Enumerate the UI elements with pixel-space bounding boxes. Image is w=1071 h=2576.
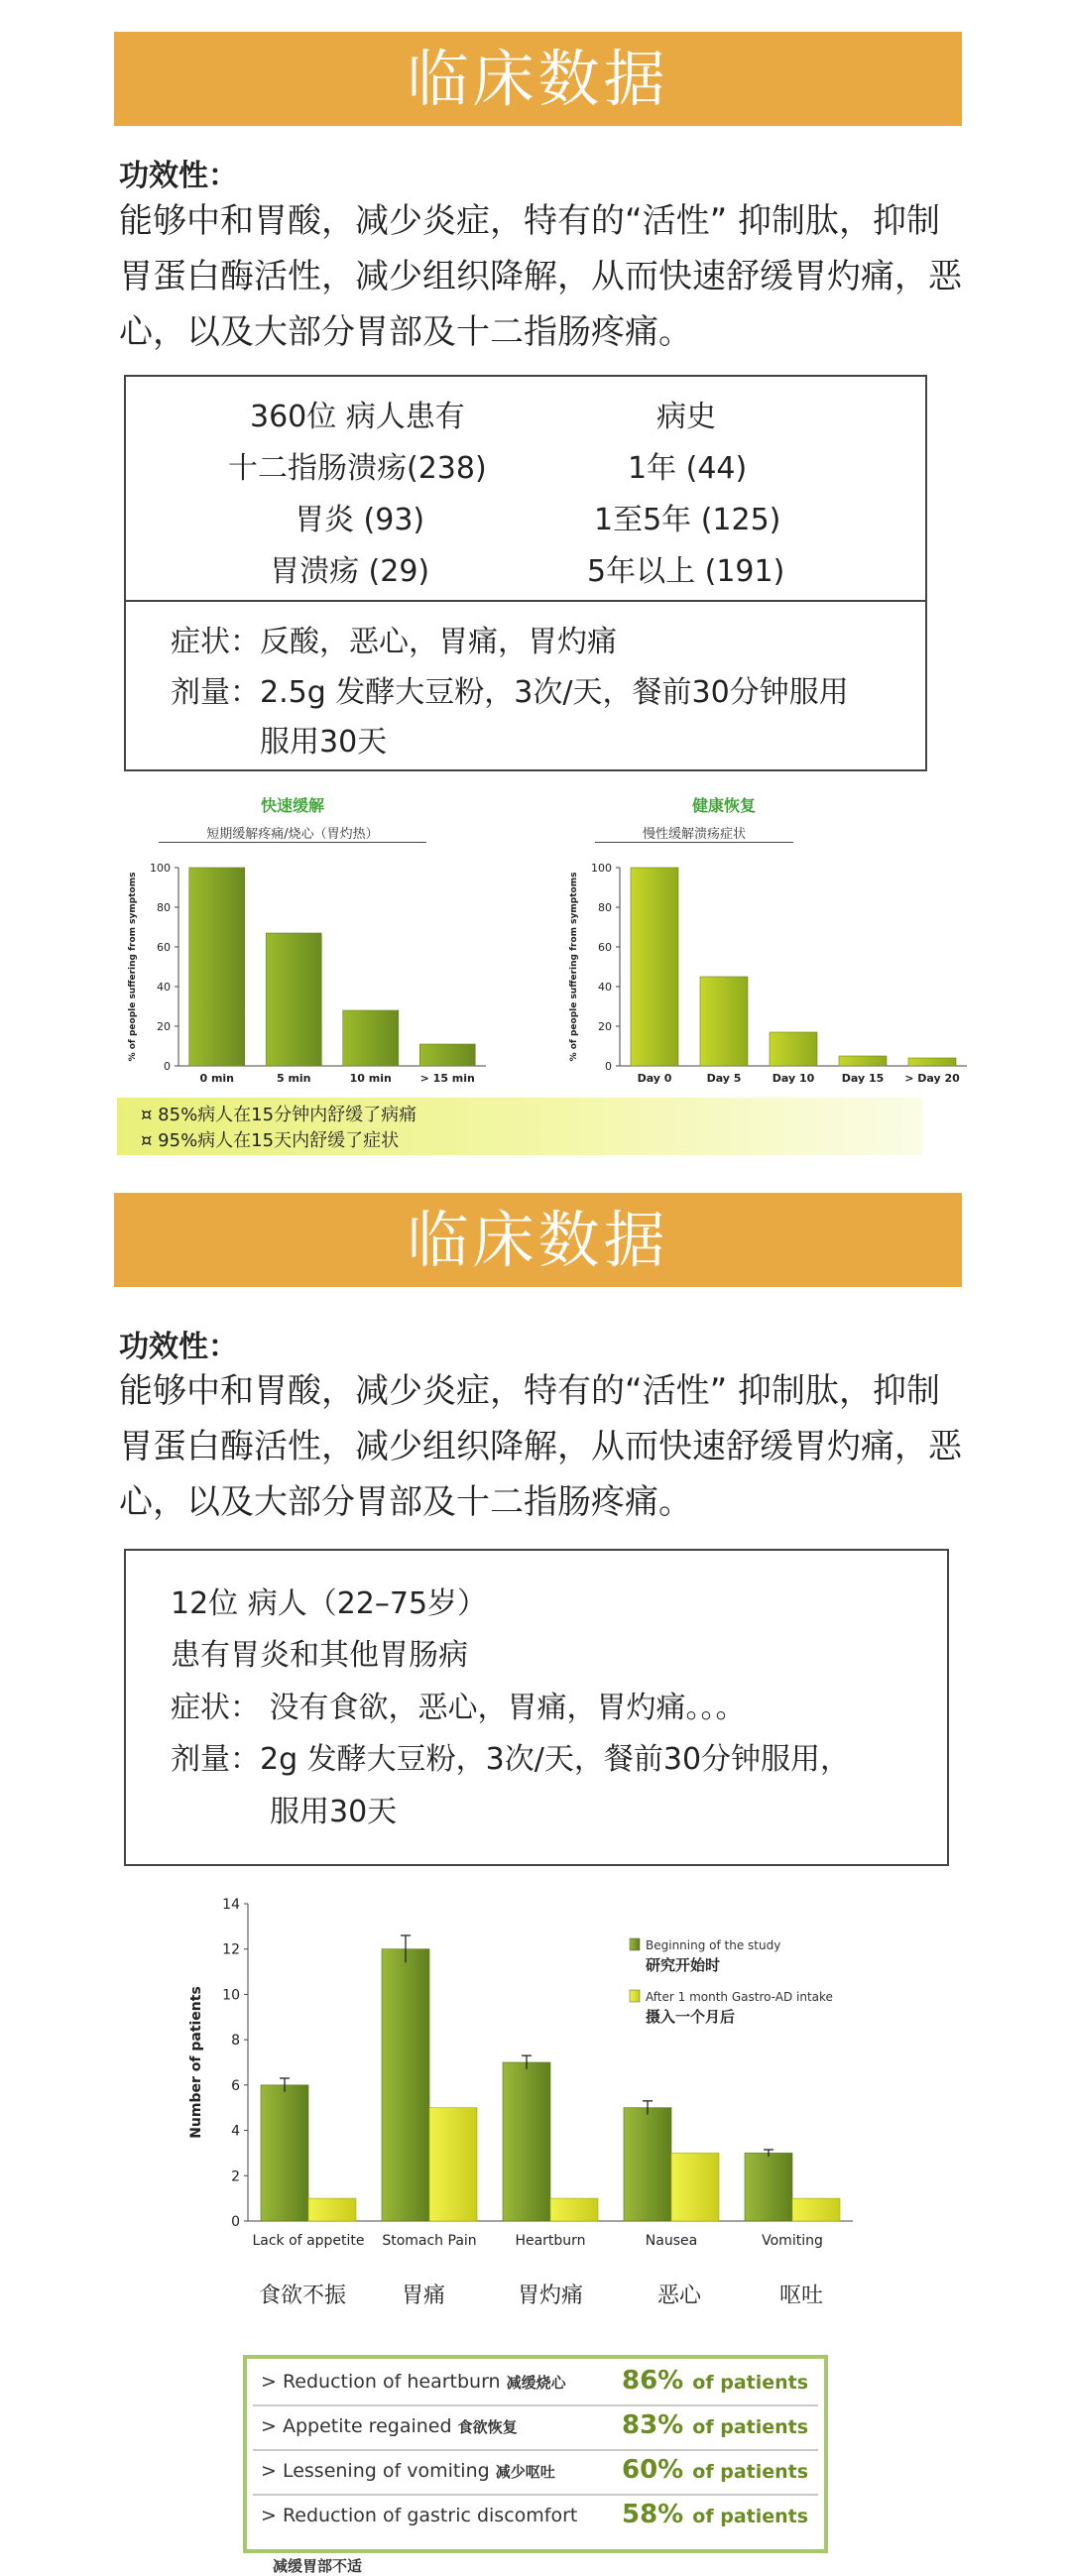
section2-heading: 功效性： — [119, 1330, 238, 1364]
results-percent: 60% of patients — [622, 2455, 809, 2485]
chart3-grouped-bar-chart — [178, 1884, 892, 2251]
y-tick-label: 6 — [231, 2077, 240, 2094]
section1-paragraph: 能够中和胃酸，减少炎症，特有的“活性” 抑制肽，抑制胃蛋白酶活性，减少组织降解，从而快速舒缓胃灼痛，恶心，以及大部分胃部及十二指肠疼痛。 — [119, 201, 962, 352]
results-footer: 减缓胃部不适 — [273, 2557, 363, 2575]
chart1-subtitle: 短期缓解疼痛/烧心（胃灼热） — [159, 823, 426, 843]
table-symptoms: 症状：反酸，恶心，胃痛，胃灼痛 — [171, 625, 617, 659]
x-tick-label: Day 15 — [841, 1072, 885, 1085]
chart1-title: 快速缓解 — [260, 796, 324, 815]
bar — [770, 1032, 817, 1066]
study-line: 患有胃炎和其他胃肠病 — [171, 1638, 468, 1673]
results-label: > Reduction of heartburn 减缓烧心 — [261, 2371, 566, 2393]
bar-after — [792, 2198, 840, 2221]
x-tick-label: 0 min — [199, 1072, 235, 1085]
category-cn-label: 胃灼痛 — [517, 2283, 583, 2308]
bar — [631, 868, 678, 1066]
y-axis-label: Number of patients — [188, 1986, 204, 2139]
chart1-bar-chart — [109, 843, 496, 1101]
table-cell: 十二指肠溃疡(238) — [228, 451, 487, 486]
y-tick-label: 40 — [157, 981, 171, 994]
chart2-subtitle: 慢性缓解溃疡症状 — [595, 823, 793, 843]
y-tick-label: 60 — [598, 941, 612, 954]
bar — [419, 1044, 475, 1066]
results-percent: 83% of patients — [622, 2410, 809, 2440]
y-tick-label: 0 — [164, 1060, 171, 1073]
bar-after — [308, 2198, 356, 2221]
y-tick-label: 100 — [150, 862, 171, 875]
study-line: 服用30天 — [270, 1795, 398, 1829]
study-line: 12位 病人（22–75岁） — [171, 1586, 488, 1621]
bar — [908, 1058, 956, 1066]
legend-label: After 1 month Gastro-AD intake — [646, 1990, 833, 2004]
legend-label: Beginning of the study — [646, 1938, 781, 1952]
bar-beginning — [624, 2108, 671, 2221]
category-cn-label: 食欲不振 — [258, 2283, 346, 2308]
section2-paragraph: 能够中和胃酸，减少炎症，特有的“活性” 抑制肽，抑制胃蛋白酶活性，减少组织降解，从而快速舒缓胃灼痛，恶心，以及大部分胃部及十二指肠疼痛。 — [119, 1371, 962, 1522]
results-label: > Reduction of gastric discomfort — [261, 2505, 578, 2526]
x-tick-label: Lack of appetite — [252, 2233, 365, 2249]
category-cn-label: 恶心 — [656, 2283, 701, 2308]
y-tick-label: 60 — [157, 941, 171, 954]
results-label: > Appetite regained 食欲恢复 — [261, 2415, 518, 2437]
y-tick-label: 20 — [157, 1020, 171, 1033]
bar-beginning — [382, 1949, 429, 2221]
patient-history-table — [124, 375, 927, 771]
table-divider — [126, 600, 925, 602]
x-tick-label: 5 min — [276, 1072, 311, 1085]
y-tick-label: 14 — [222, 1897, 240, 1913]
y-axis-label: % of people suffering from symptoms — [569, 872, 579, 1062]
y-tick-label: 0 — [231, 2214, 240, 2230]
results-percent: 58% of patients — [622, 2500, 809, 2529]
y-axis-label: % of people suffering from symptoms — [128, 872, 138, 1062]
x-tick-label: Day 5 — [706, 1072, 742, 1085]
section2-banner: 临床数据 — [114, 1193, 962, 1287]
results-row — [253, 2452, 818, 2496]
x-tick-label: Nausea — [645, 2233, 698, 2249]
study-line: 剂量：2g 发酵大豆粉，3次/天，餐前30分钟服用， — [171, 1742, 851, 1777]
results-percent: 86% of patients — [622, 2366, 809, 2396]
study-line: 症状： 没有食欲，恶心，胃痛，胃灼痛。。。 — [171, 1691, 746, 1725]
bar-after — [671, 2153, 719, 2221]
results-row — [253, 2363, 818, 2406]
bar-after — [429, 2108, 477, 2221]
y-tick-label: 20 — [598, 1020, 612, 1033]
y-tick-label: 0 — [605, 1060, 612, 1073]
legend-swatch — [630, 1990, 640, 2002]
y-tick-label: 12 — [222, 1941, 240, 1958]
x-tick-label: Stomach Pain — [382, 2233, 477, 2249]
bar — [700, 977, 748, 1066]
chart2-title: 健康恢复 — [691, 796, 756, 815]
y-tick-label: 40 — [598, 981, 612, 994]
table-cell: 5年以上 (191) — [587, 554, 785, 589]
bar-beginning — [503, 2062, 550, 2221]
bar-after — [550, 2198, 598, 2221]
category-cn-label: 胃痛 — [401, 2283, 445, 2308]
table-col1-header: 360位 病人患有 — [250, 400, 465, 434]
y-tick-label: 80 — [157, 901, 171, 914]
section1-banner: 临床数据 — [114, 32, 962, 126]
bar — [839, 1056, 887, 1066]
y-tick-label: 10 — [222, 1987, 240, 2004]
table-col2-header: 病史 — [656, 400, 716, 434]
legend-swatch — [630, 1938, 640, 1950]
table-cell: 1至5年 (125) — [594, 503, 781, 537]
x-tick-label: 10 min — [349, 1072, 392, 1085]
y-tick-label: 100 — [591, 862, 612, 875]
results-row — [253, 2497, 818, 2538]
y-tick-label: 8 — [231, 2033, 240, 2049]
results-row — [253, 2407, 818, 2451]
bar — [189, 868, 245, 1066]
summary-note: ¤ 95%病人在15天内舒缓了症状 — [141, 1130, 400, 1151]
bar-beginning — [745, 2153, 792, 2221]
results-label: > Lessening of vomiting 减少呕吐 — [261, 2460, 555, 2482]
results-table — [243, 2355, 828, 2553]
x-tick-label: Vomiting — [762, 2233, 823, 2249]
section1-heading: 功效性： — [119, 159, 238, 193]
table-duration: 服用30天 — [260, 725, 388, 760]
table-cell: 胃溃疡 (29) — [270, 554, 430, 589]
x-tick-label: Day 10 — [772, 1072, 815, 1085]
x-tick-label: > 15 min — [419, 1072, 475, 1085]
x-tick-label: > Day 20 — [904, 1072, 960, 1085]
x-tick-label: Day 0 — [637, 1072, 672, 1085]
table-cell: 1年 (44) — [628, 451, 748, 486]
chart2-bar-chart — [560, 843, 977, 1101]
table-cell: 胃炎 (93) — [295, 503, 425, 537]
bar — [343, 1010, 399, 1066]
bar-beginning — [261, 2085, 308, 2221]
x-tick-label: Heartburn — [515, 2233, 586, 2249]
summary-note: ¤ 85%病人在15分钟内舒缓了病痛 — [141, 1105, 417, 1125]
study-info-box — [124, 1549, 949, 1866]
legend-label-cn: 研究开始时 — [646, 1956, 721, 1974]
legend-label-cn: 摄入一个月后 — [646, 2008, 736, 2026]
y-tick-label: 80 — [598, 901, 612, 914]
bar — [266, 933, 321, 1066]
category-cn-label: 呕吐 — [778, 2283, 823, 2308]
table-dose: 剂量：2.5g 发酵大豆粉，3次/天，餐前30分钟服用 — [171, 675, 849, 710]
y-tick-label: 4 — [231, 2123, 240, 2140]
y-tick-label: 2 — [231, 2168, 240, 2185]
